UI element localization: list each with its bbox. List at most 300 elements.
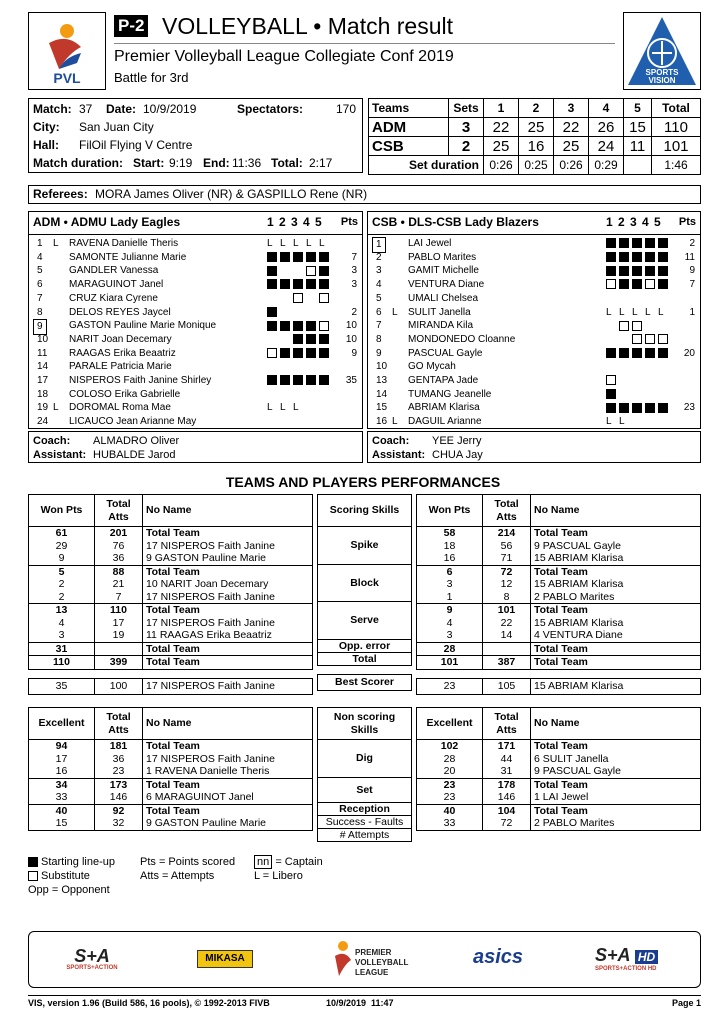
perf-value: 88 bbox=[95, 565, 143, 578]
empty-set-slot bbox=[280, 389, 290, 399]
player-number: 17 bbox=[37, 375, 49, 386]
perf-header: Excellent bbox=[29, 708, 95, 740]
skill-label: Spike bbox=[350, 539, 379, 552]
end-label: End: bbox=[203, 156, 230, 170]
perf-name: Total Team bbox=[531, 778, 701, 791]
perf-value: 1 bbox=[417, 591, 483, 604]
city-value: San Juan City bbox=[79, 120, 154, 134]
substitute-square-icon bbox=[632, 321, 642, 331]
perf-value: 36 bbox=[95, 552, 143, 565]
team-a-player-list bbox=[29, 237, 362, 429]
perf-value: 4 bbox=[29, 617, 95, 630]
perf-value: 181 bbox=[95, 740, 143, 753]
perf-header: Won Pts bbox=[29, 495, 95, 527]
scoring-skills-column bbox=[317, 494, 412, 691]
set-duration-total: 1:46 bbox=[652, 156, 701, 175]
libero-mark: L bbox=[619, 306, 625, 318]
player-number: 8 bbox=[37, 306, 43, 318]
perf-value: 2 bbox=[29, 578, 95, 591]
hall-value: FilOil Flying V Centre bbox=[79, 138, 193, 152]
team-a-coach-box bbox=[28, 431, 363, 463]
empty-set-slot bbox=[293, 307, 303, 317]
perf-value: 31 bbox=[29, 642, 95, 656]
substitute-square-icon bbox=[306, 266, 316, 276]
starting-square-icon bbox=[293, 279, 303, 289]
player-row bbox=[368, 237, 700, 251]
team-a-title: ADM • ADMU Lady Eagles bbox=[33, 215, 181, 229]
starting-square-icon bbox=[658, 403, 668, 413]
empty-set-slot bbox=[267, 416, 277, 426]
skill-name bbox=[318, 802, 412, 841]
player-set-marks bbox=[606, 415, 671, 429]
starting-square-icon bbox=[306, 279, 316, 289]
perf-value: 104 bbox=[483, 804, 531, 817]
player-points: 11 bbox=[684, 251, 695, 263]
perf-value: 101 bbox=[417, 656, 483, 670]
player-set-marks bbox=[606, 306, 671, 320]
team-b-title: CSB • DLS-CSB Lady Blazers bbox=[372, 215, 539, 229]
legend bbox=[28, 856, 428, 900]
skill-row bbox=[318, 777, 412, 802]
starting-square-icon bbox=[619, 252, 629, 262]
perf-header: Total Atts bbox=[95, 708, 143, 740]
title-rule bbox=[114, 43, 615, 44]
perf-name: 17 NISPEROS Faith Janine bbox=[143, 617, 313, 630]
set-duration: 0:25 bbox=[519, 156, 554, 175]
skill-row bbox=[318, 564, 412, 602]
empty-set-slot bbox=[632, 375, 642, 385]
end-time: 11:36 bbox=[232, 156, 262, 170]
player-libero-flag: L bbox=[53, 402, 59, 414]
empty-set-slot bbox=[319, 307, 329, 317]
empty-set-slot bbox=[632, 416, 642, 426]
perf-name: Total Team bbox=[531, 527, 701, 540]
match-date: 10/9/2019 bbox=[143, 102, 197, 116]
perf-header: No Name bbox=[143, 708, 313, 740]
player-name: GO Mycah bbox=[408, 361, 456, 373]
starting-square-icon bbox=[267, 307, 277, 317]
empty-set-slot bbox=[267, 334, 277, 344]
nonscoring-right-table bbox=[416, 707, 701, 831]
perf-name: Total Team bbox=[143, 565, 313, 578]
substitute-square-icon bbox=[28, 871, 38, 881]
perf-name: 9 PASCUAL Gayle bbox=[531, 765, 701, 778]
perf-value: 17 bbox=[95, 617, 143, 630]
perf-row bbox=[29, 753, 313, 766]
empty-set-slot bbox=[319, 416, 329, 426]
perf-row bbox=[417, 565, 701, 578]
empty-set-slot bbox=[619, 375, 629, 385]
player-number: 7 bbox=[37, 292, 43, 304]
player-set-marks bbox=[267, 388, 332, 402]
starting-square-icon bbox=[645, 266, 655, 276]
perf-value: 21 bbox=[95, 578, 143, 591]
starting-square-icon bbox=[606, 403, 616, 413]
team-b-pts-label: Pts bbox=[678, 216, 696, 228]
perf-row bbox=[29, 565, 313, 578]
perf-name: 9 GASTON Pauline Marie bbox=[143, 817, 313, 830]
perf-value: 71 bbox=[483, 552, 531, 565]
player-points: 1 bbox=[689, 306, 695, 318]
starting-square-icon bbox=[319, 279, 329, 289]
starting-square-icon bbox=[619, 279, 629, 289]
perf-row bbox=[29, 591, 313, 604]
score-team: ADM bbox=[369, 118, 449, 137]
empty-set-slot bbox=[658, 389, 668, 399]
player-row bbox=[29, 347, 362, 361]
starting-square-icon bbox=[645, 252, 655, 262]
perf-name: 6 SULIT Janella bbox=[531, 753, 701, 766]
player-set-marks bbox=[267, 292, 332, 306]
starting-square-icon bbox=[619, 348, 629, 358]
player-number: 18 bbox=[37, 388, 49, 400]
empty-set-slot bbox=[280, 266, 290, 276]
player-row bbox=[29, 388, 362, 402]
date-label: Date: bbox=[106, 102, 137, 116]
team-a-set-headers: 1 2 3 4 5 bbox=[267, 215, 323, 229]
perf-value: 44 bbox=[483, 753, 531, 766]
empty-set-slot bbox=[267, 293, 277, 303]
perf-value: 9 bbox=[29, 552, 95, 565]
starting-square-icon bbox=[658, 348, 668, 358]
starting-square-icon bbox=[267, 266, 277, 276]
score-header-set2: 2 bbox=[519, 99, 554, 118]
perf-value: 214 bbox=[483, 527, 531, 540]
skill-row bbox=[318, 802, 412, 841]
starting-square-icon bbox=[280, 321, 290, 331]
empty-set-slot bbox=[306, 403, 316, 413]
perf-value: 40 bbox=[29, 804, 95, 817]
player-row bbox=[368, 251, 700, 265]
score-header-sets: Sets bbox=[449, 99, 484, 118]
player-set-marks bbox=[267, 333, 332, 347]
perf-name: 15 ABRIAM Klarisa bbox=[531, 578, 701, 591]
empty-set-slot bbox=[306, 293, 316, 303]
empty-set-slot bbox=[280, 416, 290, 426]
starting-square-icon bbox=[267, 375, 277, 385]
player-set-marks bbox=[606, 319, 671, 333]
player-number: 8 bbox=[376, 333, 382, 345]
spectators-label: Spectators: bbox=[237, 102, 304, 116]
scoring-left-grid bbox=[28, 494, 313, 670]
empty-set-slot bbox=[306, 416, 316, 426]
starting-square-icon bbox=[319, 375, 329, 385]
perf-name: Total Team bbox=[143, 778, 313, 791]
player-set-marks bbox=[606, 264, 671, 278]
team-b-coach-label: Coach: bbox=[372, 435, 410, 447]
perf-value: 33 bbox=[29, 791, 95, 804]
player-number: 4 bbox=[376, 279, 382, 291]
perf-row bbox=[417, 540, 701, 553]
starting-square-icon bbox=[267, 279, 277, 289]
skill-label: Set bbox=[356, 783, 373, 796]
perf-row bbox=[417, 629, 701, 642]
substitute-square-icon bbox=[645, 334, 655, 344]
score-set2: 16 bbox=[519, 137, 554, 156]
score-set5: 15 bbox=[624, 118, 652, 137]
score-set2: 25 bbox=[519, 118, 554, 137]
starting-square-icon bbox=[293, 321, 303, 331]
skill-name bbox=[318, 740, 412, 778]
player-row bbox=[368, 306, 700, 320]
skills-header: Non scoring Skills bbox=[318, 708, 412, 740]
player-name: RAVENA Danielle Theris bbox=[69, 238, 179, 249]
player-number: 6 bbox=[376, 306, 382, 318]
player-name: SULIT Janella bbox=[408, 306, 471, 318]
score-set3: 22 bbox=[554, 118, 589, 137]
perf-value: 22 bbox=[483, 617, 531, 630]
player-points: 23 bbox=[683, 402, 695, 414]
sports-vision-logo-icon bbox=[624, 13, 700, 89]
empty-set-slot bbox=[280, 293, 290, 303]
pvl-logo-text: PVL bbox=[53, 70, 81, 86]
best-scorer-right bbox=[416, 678, 701, 695]
team-a-box bbox=[28, 211, 363, 429]
player-name: UMALI Chelsea bbox=[408, 292, 479, 304]
score-header-total: Total bbox=[652, 99, 701, 118]
player-points: 3 bbox=[351, 265, 357, 277]
starting-square-icon bbox=[267, 252, 277, 262]
player-name: MIRANDA Kila bbox=[408, 320, 474, 332]
page-title: VOLLEYBALL • Match result bbox=[162, 13, 454, 39]
substitute-square-icon bbox=[606, 279, 616, 289]
libero-mark: L bbox=[267, 402, 273, 414]
player-points: 7 bbox=[689, 279, 695, 291]
perf-name: 15 ABRIAM Klarisa bbox=[531, 617, 701, 630]
player-row bbox=[29, 264, 362, 278]
perf-value: 18 bbox=[417, 540, 483, 553]
empty-set-slot bbox=[645, 362, 655, 372]
substitute-square-icon bbox=[632, 334, 642, 344]
empty-set-slot bbox=[293, 266, 303, 276]
perf-name: Total Team bbox=[531, 804, 701, 817]
match-info-box bbox=[28, 98, 363, 173]
best-scorer-label: Best Scorer bbox=[318, 674, 412, 690]
footer-page: Page 1 bbox=[671, 998, 701, 1008]
player-points: 2 bbox=[351, 306, 357, 318]
perf-value: 58 bbox=[417, 527, 483, 540]
perf-name: Total Team bbox=[143, 656, 313, 670]
perf-row bbox=[417, 591, 701, 604]
player-set-marks bbox=[606, 278, 671, 292]
substitute-square-icon bbox=[293, 293, 303, 303]
player-set-marks bbox=[267, 306, 332, 320]
score-sets: 2 bbox=[449, 137, 484, 156]
empty-set-slot bbox=[658, 362, 668, 372]
player-name: RAAGAS Erika Beaatriz bbox=[69, 347, 176, 359]
empty-set-slot bbox=[293, 362, 303, 372]
referees-box bbox=[28, 185, 701, 204]
perf-value: 28 bbox=[417, 753, 483, 766]
empty-set-slot bbox=[658, 416, 668, 426]
player-set-marks bbox=[267, 360, 332, 374]
perf-value: 15 bbox=[29, 817, 95, 830]
player-points: 35 bbox=[345, 375, 357, 386]
perf-row bbox=[29, 578, 313, 591]
perf-value: 9 bbox=[417, 604, 483, 617]
player-number: 10 bbox=[376, 361, 388, 373]
perf-name: Total Team bbox=[143, 642, 313, 656]
skill-row bbox=[318, 652, 412, 665]
start-label: Start: bbox=[133, 156, 165, 170]
perf-row bbox=[29, 656, 313, 670]
skill-label: Opp. error bbox=[338, 639, 391, 652]
player-set-marks bbox=[267, 278, 332, 292]
player-set-marks bbox=[267, 264, 332, 278]
legend-opp: Opp = Opponent bbox=[28, 884, 110, 896]
legend-atts: Atts = Attempts bbox=[140, 870, 215, 882]
set-duration: 0:26 bbox=[484, 156, 519, 175]
player-number: 5 bbox=[37, 265, 43, 277]
player-number: 3 bbox=[376, 265, 382, 277]
player-number: 1 bbox=[372, 237, 386, 253]
starting-square-icon bbox=[319, 334, 329, 344]
player-points: 3 bbox=[351, 279, 357, 291]
skill-name bbox=[318, 527, 412, 565]
player-number: 2 bbox=[376, 251, 382, 263]
skill-name bbox=[318, 564, 412, 602]
score-header-set4: 4 bbox=[589, 99, 624, 118]
referees-label: Referees: bbox=[33, 187, 88, 201]
player-number: 11 bbox=[37, 347, 48, 359]
player-name: LICAUCO Jean Arianne May bbox=[69, 416, 197, 428]
competition-name: Premier Volleyball League Collegiate Conf 2019 bbox=[114, 48, 454, 65]
skill-sub1: Success - Faults bbox=[318, 815, 411, 828]
perf-name: 4 VENTURA Diane bbox=[531, 629, 701, 642]
legend-libero: L = Libero bbox=[254, 870, 303, 882]
empty-set-slot bbox=[606, 362, 616, 372]
score-header-set3: 3 bbox=[554, 99, 589, 118]
starting-square-icon bbox=[619, 403, 629, 413]
perf-value: 16 bbox=[417, 552, 483, 565]
score-row-csb bbox=[369, 137, 701, 156]
substitute-square-icon bbox=[319, 293, 329, 303]
player-row bbox=[29, 319, 362, 333]
player-name: NARIT Joan Decemary bbox=[69, 333, 172, 345]
starting-square-icon bbox=[280, 348, 290, 358]
sponsors-bar bbox=[28, 931, 701, 988]
set-duration bbox=[624, 156, 652, 175]
player-name: PASCUAL Gayle bbox=[408, 347, 483, 359]
player-set-marks bbox=[267, 237, 332, 251]
player-name: DELOS REYES Jaycel bbox=[69, 306, 171, 318]
perf-value: 29 bbox=[29, 540, 95, 553]
perf-name: Total Team bbox=[143, 740, 313, 753]
player-set-marks bbox=[606, 292, 671, 306]
player-name: GASTON Pauline Marie Monique bbox=[69, 320, 217, 332]
starting-square-icon bbox=[267, 321, 277, 331]
perf-value: 101 bbox=[483, 604, 531, 617]
perf-value: 399 bbox=[95, 656, 143, 670]
best-scorer-value: 105 bbox=[483, 678, 531, 694]
footer-rule bbox=[28, 995, 701, 996]
scoring-skills-grid bbox=[317, 494, 412, 666]
score-row-adm bbox=[369, 118, 701, 137]
hall-label: Hall: bbox=[33, 138, 60, 152]
player-row bbox=[29, 333, 362, 347]
right-logo-box bbox=[623, 12, 701, 90]
empty-set-slot bbox=[619, 362, 629, 372]
player-name: TUMANG Jeanelle bbox=[408, 388, 492, 400]
perf-value: 178 bbox=[483, 778, 531, 791]
starting-square-icon bbox=[632, 252, 642, 262]
perf-value: 32 bbox=[95, 817, 143, 830]
player-set-marks bbox=[606, 333, 671, 347]
perf-value: 12 bbox=[483, 578, 531, 591]
perf-value: 61 bbox=[29, 527, 95, 540]
perf-value: 14 bbox=[483, 629, 531, 642]
player-row bbox=[368, 360, 700, 374]
empty-set-slot bbox=[280, 362, 290, 372]
perf-row bbox=[417, 804, 701, 817]
player-set-marks bbox=[267, 319, 332, 333]
starting-square-icon bbox=[632, 238, 642, 248]
score-table bbox=[368, 98, 701, 175]
starting-square-icon bbox=[319, 252, 329, 262]
starting-square-icon bbox=[606, 389, 616, 399]
player-name: PABLO Marites bbox=[408, 251, 477, 263]
sponsor-sports-action-logo: S+A SPORTS+ACTION bbox=[66, 946, 118, 971]
player-number: 1 bbox=[37, 238, 43, 249]
empty-set-slot bbox=[293, 389, 303, 399]
starting-square-icon bbox=[632, 348, 642, 358]
score-set5: 11 bbox=[624, 137, 652, 156]
perf-row bbox=[29, 642, 313, 656]
skill-sub2: # Attempts bbox=[318, 828, 411, 841]
logo-text-line2: VISION bbox=[648, 76, 676, 85]
starting-square-icon bbox=[606, 238, 616, 248]
perf-header: Won Pts bbox=[417, 495, 483, 527]
sponsor-pvl-logo: PREMIER VOLLEYBALL LEAGUE bbox=[331, 938, 421, 984]
player-set-marks bbox=[267, 401, 332, 415]
captain-box: nn bbox=[254, 855, 272, 869]
skill-row bbox=[318, 740, 412, 778]
libero-mark: L bbox=[267, 238, 273, 249]
best-scorer-name: 15 ABRIAM Klarisa bbox=[531, 678, 701, 694]
player-points: 9 bbox=[351, 347, 357, 359]
perf-value: 72 bbox=[483, 817, 531, 830]
libero-mark: L bbox=[280, 402, 286, 414]
sponsor-asics-logo: asics bbox=[473, 946, 524, 968]
perf-value: 201 bbox=[95, 527, 143, 540]
libero-mark: L bbox=[319, 238, 325, 249]
player-number: 16 bbox=[376, 416, 388, 428]
perf-header: Total Atts bbox=[95, 495, 143, 527]
perf-name: 6 MARAGUINOT Janel bbox=[143, 791, 313, 804]
perf-value: 2 bbox=[29, 591, 95, 604]
best-scorer-name: 17 NISPEROS Faith Janine bbox=[143, 678, 313, 694]
empty-set-slot bbox=[319, 389, 329, 399]
player-points: 2 bbox=[689, 238, 695, 249]
perf-value: 102 bbox=[417, 740, 483, 753]
perf-value: 110 bbox=[29, 656, 95, 670]
player-libero-flag: L bbox=[392, 306, 398, 318]
libero-mark: L bbox=[632, 306, 638, 318]
empty-set-slot bbox=[645, 321, 655, 331]
footer-version: VIS, version 1.96 (Build 586, 16 pools), © 1992-2013 FIVB bbox=[28, 998, 270, 1008]
page-badge: P-2 bbox=[114, 15, 148, 37]
set-duration: 0:26 bbox=[554, 156, 589, 175]
perf-value: 40 bbox=[417, 804, 483, 817]
perf-value: 94 bbox=[29, 740, 95, 753]
perf-value: 31 bbox=[483, 765, 531, 778]
player-row bbox=[368, 388, 700, 402]
perf-name: 17 NISPEROS Faith Janine bbox=[143, 591, 313, 604]
player-row bbox=[368, 401, 700, 415]
performances-title: TEAMS AND PLAYERS PERFORMANCES bbox=[225, 474, 501, 490]
perf-value: 387 bbox=[483, 656, 531, 670]
perf-row bbox=[417, 778, 701, 791]
